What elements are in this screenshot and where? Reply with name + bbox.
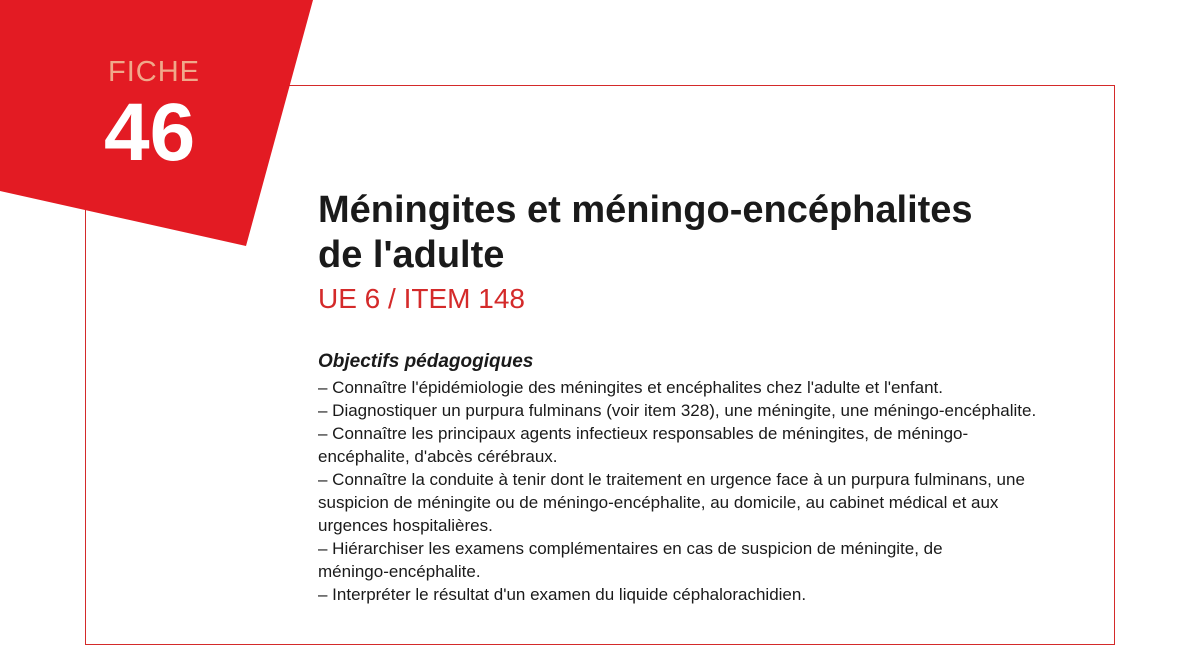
objective-line: – Connaître les principaux agents infectieux responsables de méningites, de méningo- (318, 424, 969, 443)
objective-line: encéphalite, d'abcès cérébraux. (318, 447, 558, 466)
fiche-number: 46 (104, 87, 196, 178)
objective-line: – Connaître la conduite à tenir dont le traitement en urgence face à un purpura fulminans, une (318, 470, 1025, 489)
objective-line: méningo-encéphalite. (318, 562, 481, 581)
objective-line: urgences hospitalières. (318, 516, 493, 535)
objective-line: – Hiérarchiser les examens complémentaires en cas de suspicion de méningite, de (318, 539, 943, 558)
title-line-2: de l'adulte (318, 234, 505, 276)
objective-line: suspicion de méningite ou de méningo-encéphalite, au domicile, au cabinet médical et aux (318, 493, 999, 512)
title-line-1: Méningites et méningo-encéphalites (318, 189, 973, 231)
objective-line: – Connaître l'épidémiologie des méningites et encéphalites chez l'adulte et l'enfant. (318, 378, 943, 397)
page-title (318, 188, 1118, 278)
objectives-section (318, 350, 1108, 606)
objective-line: – Interpréter le résultat d'un examen du liquide céphalorachidien. (318, 585, 807, 604)
objectives-heading: Objectifs pédagogiques (318, 351, 534, 372)
fiche-label: FICHE (108, 56, 200, 88)
objective-line: – Diagnostiquer un purpura fulminans (voir item 328), une méningite, une méningo-encéphalite. (318, 401, 1037, 420)
page-subtitle: UE 6 / ITEM 148 (318, 283, 525, 314)
